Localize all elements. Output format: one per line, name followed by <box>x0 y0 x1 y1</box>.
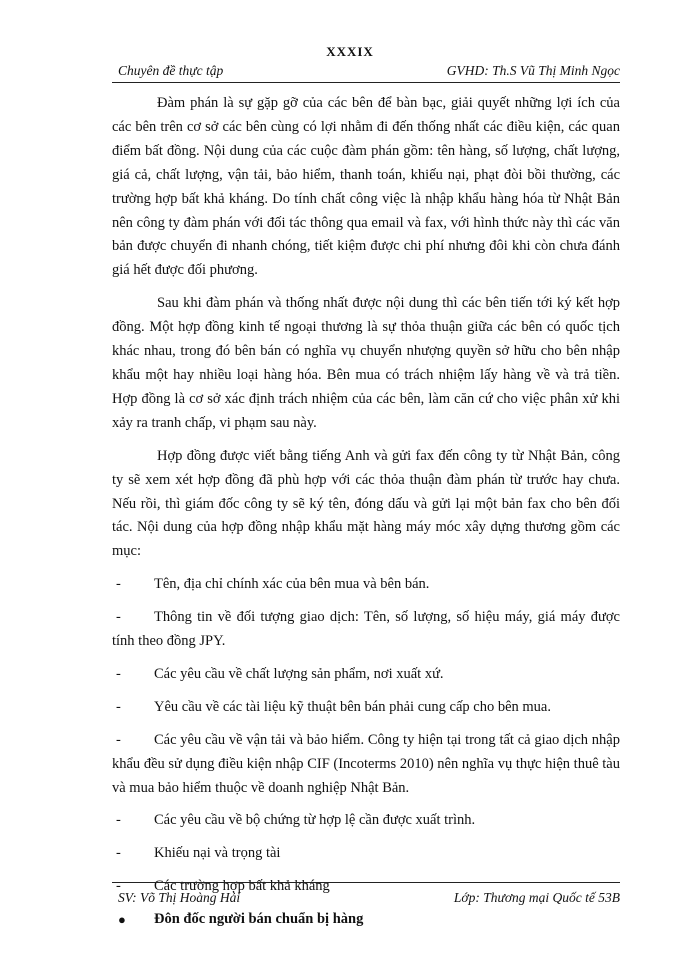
paragraph-negotiation: Đàm phán là sự gặp gỡ của các bên để bàn bạc, giải quyết những lợi ích của các bên trên cơ sở các bên cùng có lợi nhằm đi đến thống nhất các điều kiện, các quan điểm bất đồng. Nội dung của các cuộc đàm phán gồm: tên hàng, số lượng, chất lượng, giá cả, chất lượng, vận tải, bảo hiểm, thanh toán, khiếu nại, phạt đòi bồi thường, các trường hợp bất khả kháng. Do tính chất công việc là nhập khẩu hàng hóa từ Nhật Bản nên công ty đàm phán với đối tác thông qua email và fax, với hình thức này thì các văn bản được chuyển đi nhanh chóng, tiết kiệm được chi phí nhưng đôi khi còn chưa đánh giá hết được đối phương. <box>112 95 620 279</box>
list-item <box>112 606 620 654</box>
contract-items-list <box>112 573 620 899</box>
header-supervisor: GVHD: Th.S Vũ Thị Minh Ngọc <box>446 63 620 78</box>
header-document-type: Chuyên đề thực tập <box>118 63 224 78</box>
list-item-text: Thông tin về đối tượng giao dịch: Tên, số lượng, số hiệu máy, giá máy được tính theo đồng JPY. <box>112 609 620 650</box>
list-marker: - <box>116 576 121 593</box>
footer-class: Lớp: Thương mại Quốc tế 53B <box>453 890 620 905</box>
list-marker: - <box>116 609 121 626</box>
paragraph-contract-signing: Sau khi đàm phán và thống nhất được nội dung thì các bên tiến tới ký kết hợp đồng. Một hợp đồng kinh tế ngoại thương là sự thỏa thuận giữa các bên có quốc tịch khác nhau, trong đó bên bán có nghĩa vụ chuyển nhượng quyền sở hữu cho bên nhập khẩu một hay nhiều loại hàng hóa. Bên mua có trách nhiệm lấy hàng về và trả tiền. Hợp đồng là cơ sở xác định trách nhiệm của các bên, làm căn cứ cho việc phân xử khi xảy ra tranh chấp, vi phạm sau này. <box>112 295 620 431</box>
bullet-icon: ● <box>118 912 126 928</box>
list-item <box>112 809 620 833</box>
list-item <box>112 663 620 687</box>
list-item-text: Tên, địa chỉ chính xác của bên mua và bên bán. <box>154 576 430 593</box>
list-item-text: Khiếu nại và trọng tài <box>154 845 281 862</box>
list-marker: - <box>116 665 121 682</box>
list-marker: - <box>116 698 121 715</box>
list-marker: - <box>116 845 121 862</box>
list-item-text: Các yêu cầu về bộ chứng từ hợp lệ cần được xuất trình. <box>154 812 476 829</box>
page-number: XXXIX <box>326 44 374 59</box>
subheading-text: Đôn đốc người bán chuẩn bị hàng <box>154 911 364 928</box>
list-marker: - <box>116 878 121 895</box>
list-marker: - <box>116 812 121 829</box>
list-item <box>112 573 620 597</box>
list-item <box>112 842 620 866</box>
header-divider <box>112 82 620 83</box>
list-marker: - <box>116 731 121 748</box>
section-subheading <box>112 908 620 932</box>
list-item-text: Các trường hợp bất khả kháng <box>154 878 330 895</box>
list-item <box>112 729 620 801</box>
list-item <box>112 696 620 720</box>
list-item-text: Các yêu cầu về vận tải và bảo hiểm. Công ty hiện tại trong tất cả giao dịch nhập khẩu đều sử dụng điều kiện nhập CIF (Incoterms 2010) nên nghĩa vụ thực hiện thuê tàu và mua bảo hiểm thuộc về doanh nghiệp Nhật Bản. <box>112 731 620 796</box>
footer-divider <box>112 882 620 883</box>
footer-student: SV: Võ Thị Hoàng Hải <box>118 890 241 905</box>
paragraph-contract-content: Hợp đồng được viết bằng tiếng Anh và gửi fax đến công ty từ Nhật Bản, công ty sẽ xem xét hợp đồng đã phù hợp với các thỏa thuận đàm phán từ trước hay chưa. Nếu rồi, thì giám đốc công ty sẽ ký tên, đóng dấu và gửi lại một bản fax cho bên đối tác. Nội dung của hợp đồng nhập khẩu mặt hàng máy móc xây dựng thương gồm các mục: <box>112 447 620 560</box>
document-body <box>112 92 620 932</box>
list-item-text: Các yêu cầu về chất lượng sản phẩm, nơi xuất xứ. <box>154 665 444 682</box>
list-item-text: Yêu cầu về các tài liệu kỹ thuật bên bán phải cung cấp cho bên mua. <box>154 698 551 715</box>
